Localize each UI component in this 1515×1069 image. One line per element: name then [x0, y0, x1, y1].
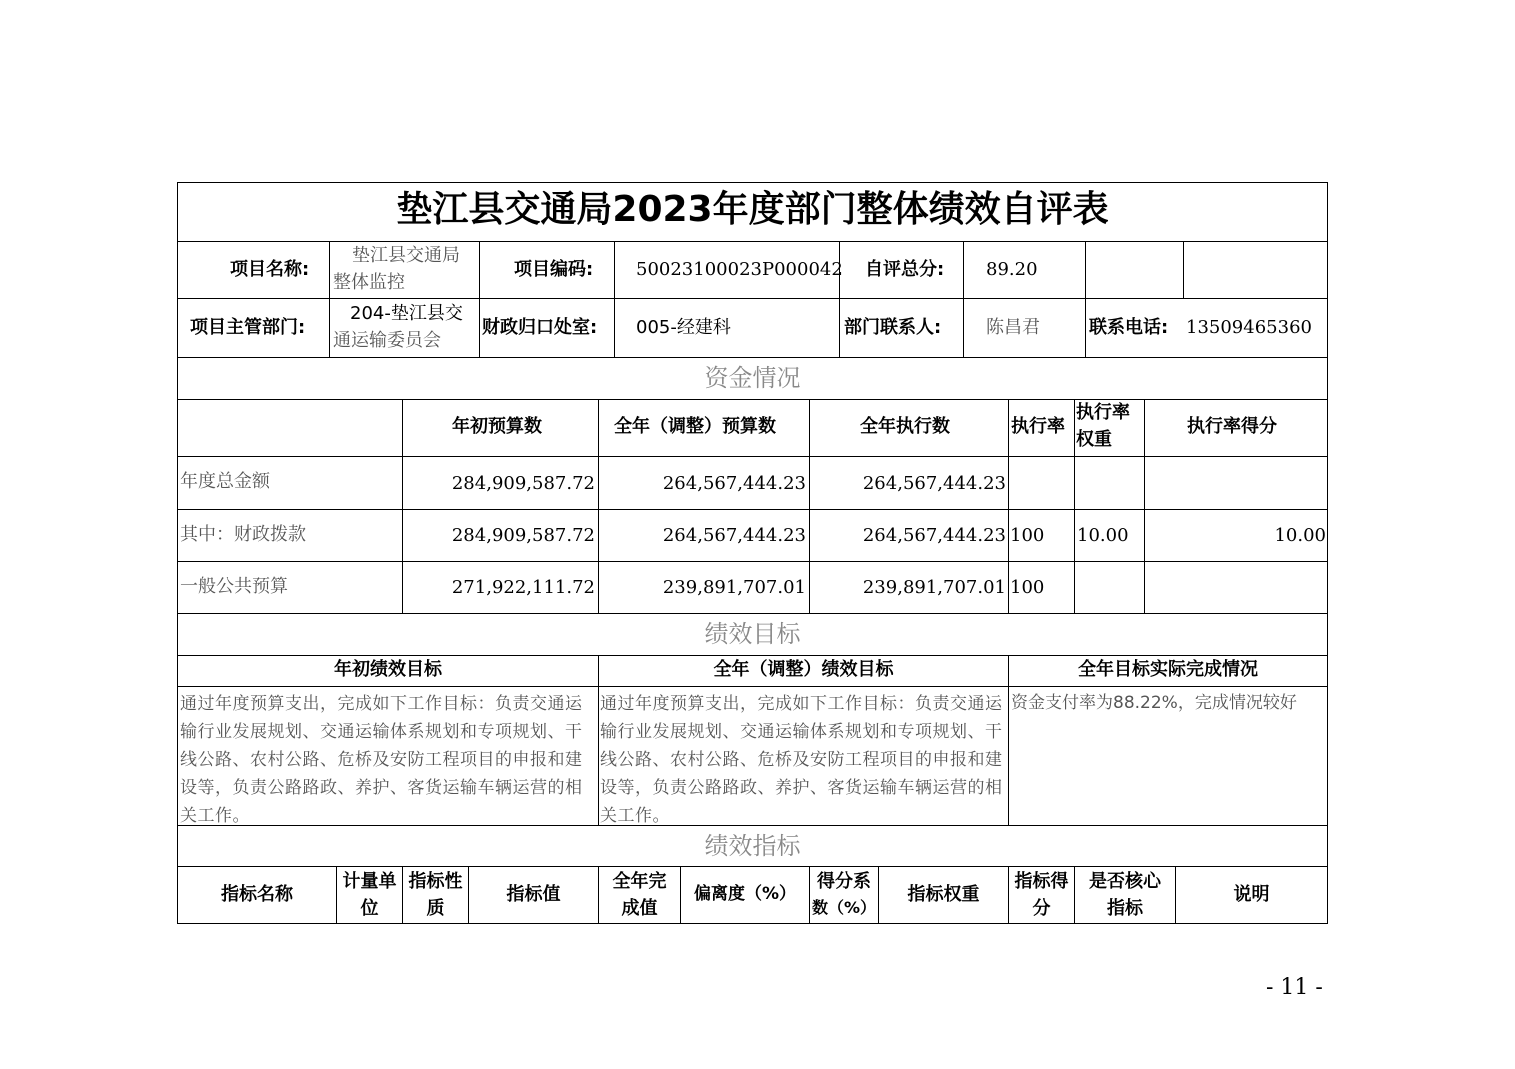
table-border [598, 655, 599, 825]
phone-label: 联系电话: [1089, 317, 1169, 338]
table-border [329, 241, 330, 357]
col-is-core: 指标 [1107, 898, 1143, 919]
adjusted-goal-text: 通过年度预算支出，完成如下工作目标：负责交通运输行业发展规划、交通运输体系规划和专项规划、干线公路、农村公路、危桥及安防工程项目的申报和建设等，负责公路路政、养护、客货运输车辆运营的相关工作。 [600, 694, 1003, 826]
actual-completion-text: 资金支付率为88.22%，完成情况较好 [1011, 693, 1297, 713]
fund-executed-value: 264,567,444.23 [862, 473, 1006, 494]
table-border [177, 866, 1328, 867]
fund-executed-value: 239,891,707.01 [862, 577, 1006, 598]
dept-value: 204-垫江县交 [350, 303, 463, 324]
finance-label: 财政归口处室: [482, 317, 598, 338]
fund-initial-value: 284,909,587.72 [451, 473, 595, 494]
col-rate-score: 执行率得分 [1187, 416, 1277, 437]
col-done-value: 全年完 [612, 871, 667, 892]
fund-adjusted-value: 264,567,444.23 [662, 473, 806, 494]
col-score-coef: 得分系 [817, 871, 871, 892]
initial-goal-text: 通过年度预算支出，完成如下工作目标：负责交通运输行业发展规划、交通运输体系规划和专项规划、干线公路、农村公路、危桥及安防工程项目的申报和建设等，负责公路路政、养护、客货运输车辆运营的相关工作。 [180, 694, 583, 826]
fund-weight-value: 10.00 [1077, 525, 1129, 546]
col-score-coef: 数（%） [811, 898, 877, 917]
col-indicator-name: 指标名称 [221, 884, 293, 905]
table-border [177, 655, 1328, 656]
fund-rate-value: 100 [1010, 525, 1045, 546]
col-exec-rate: 执行率 [1011, 416, 1065, 437]
table-border [1085, 241, 1086, 357]
col-rate-weight: 权重 [1076, 429, 1112, 450]
fund-adjusted-value: 264,567,444.23 [662, 525, 806, 546]
col-actual-completion: 全年目标实际完成情况 [1078, 659, 1258, 680]
fund-row-name: 一般公共预算 [180, 576, 288, 597]
fund-initial-value: 271,922,111.72 [451, 577, 595, 598]
col-unit: 位 [360, 898, 379, 919]
col-initial-budget: 年初预算数 [452, 416, 542, 437]
contact-value: 陈昌君 [986, 317, 1040, 338]
col-is-core: 是否核心 [1089, 871, 1161, 892]
table-border [177, 561, 1328, 562]
table-border [1327, 182, 1328, 924]
project-code-value: 50023100023P000042 [636, 259, 843, 280]
fund-rate-value: 100 [1010, 577, 1045, 598]
col-indicator-value: 指标值 [506, 884, 561, 905]
table-border [177, 613, 1328, 614]
contact-label: 部门联系人: [844, 317, 942, 338]
col-indicator-weight: 指标权重 [907, 884, 980, 905]
col-executed: 全年执行数 [860, 416, 950, 437]
col-nature: 质 [426, 898, 445, 919]
table-border [177, 686, 1328, 687]
score-label: 自评总分: [865, 259, 945, 280]
col-note: 说明 [1233, 884, 1270, 905]
table-border [1008, 399, 1009, 613]
funds-section-title: 资金情况 [704, 364, 801, 392]
table-border [177, 241, 1328, 242]
fund-initial-value: 284,909,587.72 [451, 525, 595, 546]
goals-section-title: 绩效目标 [704, 620, 801, 648]
fund-score-value: 10.00 [1274, 525, 1326, 546]
table-border [614, 241, 615, 357]
col-adjusted-goal: 全年（调整）绩效目标 [713, 659, 894, 680]
col-nature: 指标性 [408, 871, 463, 892]
dept-value: 通运输委员会 [333, 330, 441, 351]
table-border [1008, 655, 1009, 825]
dept-label: 项目主管部门: [190, 317, 306, 338]
col-done-value: 成值 [621, 898, 658, 919]
project-code-label: 项目编码: [514, 259, 594, 280]
table-border [963, 241, 964, 357]
col-indicator-score: 分 [1032, 898, 1051, 919]
col-adjusted-budget: 全年（调整）预算数 [614, 416, 776, 437]
fund-row-name: 年度总金额 [180, 471, 270, 492]
table-border [177, 923, 1328, 924]
fund-executed-value: 264,567,444.23 [862, 525, 1006, 546]
col-initial-goal: 年初绩效目标 [334, 659, 442, 680]
table-border [1183, 241, 1184, 299]
phone-value: 13509465360 [1186, 317, 1312, 338]
page-number: - 11 - [1266, 975, 1323, 1000]
table-border [177, 182, 1328, 183]
fund-row-name: 其中：财政拨款 [180, 524, 306, 545]
project-name-value: 垫江县交通局 [352, 245, 460, 266]
col-indicator-score: 指标得 [1014, 871, 1069, 892]
col-rate-weight: 执行率 [1076, 402, 1130, 423]
col-unit: 计量单 [342, 871, 397, 892]
table-border [1074, 399, 1075, 613]
table-border [177, 298, 1328, 299]
table-border [479, 241, 480, 357]
project-name-label: 项目名称: [230, 259, 310, 280]
table-border [177, 456, 1328, 457]
table-border [177, 399, 1328, 400]
table-border [1144, 399, 1145, 613]
finance-value: 005-经建科 [636, 317, 731, 338]
score-value: 89.20 [986, 259, 1038, 280]
table-border [177, 509, 1328, 510]
table-border [177, 182, 178, 924]
indicators-section-title: 绩效指标 [704, 832, 801, 860]
project-name-value: 整体监控 [333, 272, 405, 293]
page-title: 垫江县交通局2023年度部门整体绩效自评表 [396, 189, 1109, 230]
col-deviation: 偏离度（%） [693, 884, 797, 904]
fund-adjusted-value: 239,891,707.01 [662, 577, 806, 598]
table-border [177, 357, 1328, 358]
